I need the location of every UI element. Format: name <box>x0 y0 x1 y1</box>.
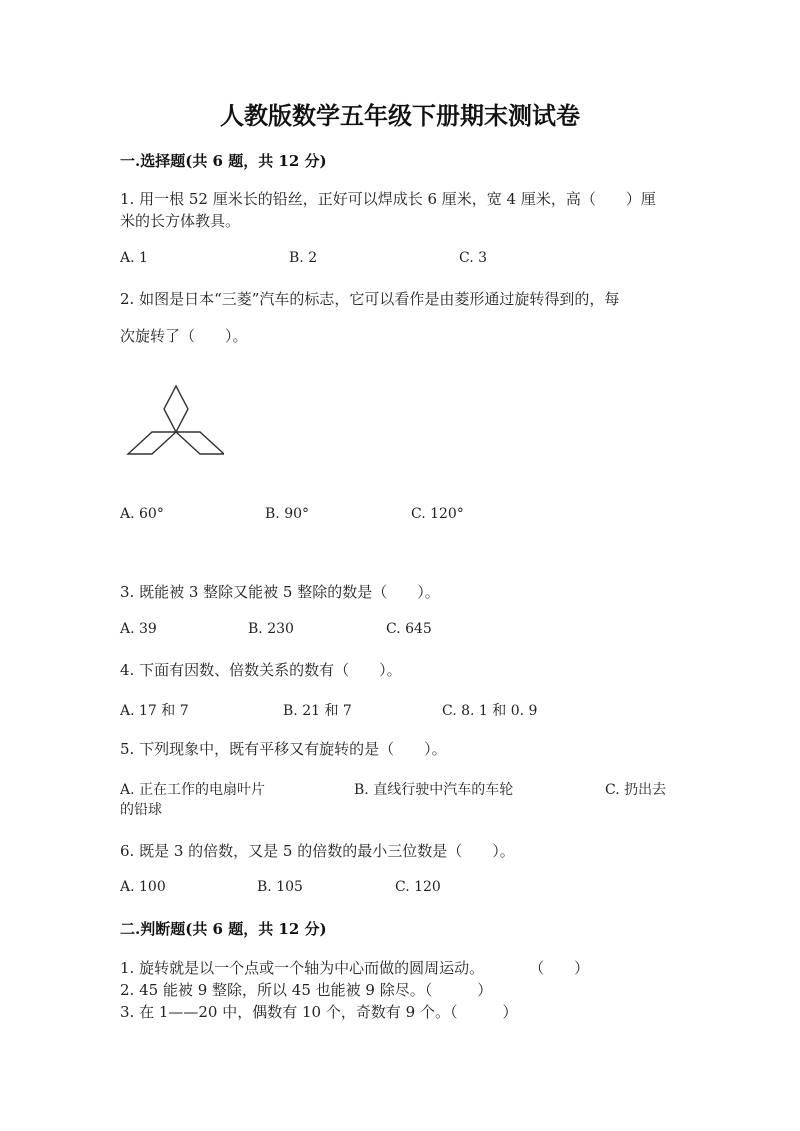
top-rhombus-shape <box>164 386 188 432</box>
right-rhombus-shape <box>176 432 224 454</box>
question-3-line-1: 3. 既能被 3 整除又能被 5 整除的数是（ ）。 <box>120 583 440 601</box>
question-3-option-c: C. 645 <box>386 621 432 637</box>
question-2-line-2: 次旋转了（ ）。 <box>120 327 248 345</box>
judgement-item-1: 1. 旋转就是以一个点或一个轴为中心而做的圆周运动。 （ ） <box>120 959 590 977</box>
question-2-line-1: 2. 如图是日本“三菱”汽车的标志，它可以看作是由菱形通过旋转得到的，每 <box>120 290 620 308</box>
question-3-option-a: A. 39 <box>120 621 157 637</box>
question-2-option-b: B. 90° <box>265 506 310 522</box>
question-6-option-a: A. 100 <box>120 879 166 895</box>
question-2-option-a: A. 60° <box>120 506 164 522</box>
left-rhombus-shape <box>128 432 176 454</box>
question-6-option-b: B. 105 <box>257 879 303 895</box>
question-3-option-b: B. 230 <box>248 621 294 637</box>
question-4-option-c: C. 8. 1 和 0. 9 <box>442 703 538 719</box>
section-heading-choice: 一.选择题(共 6 题，共 12 分) <box>120 152 327 170</box>
question-5-option-c-continued: 的铅球 <box>120 802 162 818</box>
section-heading-judgement: 二.判断题(共 6 题，共 12 分) <box>120 920 327 938</box>
question-5-option-a: A. 正在工作的电扇叶片 <box>120 782 266 798</box>
question-6-line-1: 6. 既是 3 的倍数，又是 5 的倍数的最小三位数是（ ）。 <box>120 842 515 860</box>
question-4-option-b: B. 21 和 7 <box>283 703 352 719</box>
question-5-option-c: C. 扔出去 <box>605 782 667 798</box>
question-1-line-1: 1. 用一根 52 厘米长的铅丝，正好可以焊成长 6 厘米，宽 4 厘米，高（ ）厘 <box>120 190 656 208</box>
question-5-option-b: B. 直线行驶中汽车的车轮 <box>354 782 514 798</box>
question-6-option-c: C. 120 <box>395 879 441 895</box>
question-1-option-a: A. 1 <box>120 250 148 266</box>
page-title: 人教版数学五年级下册期末测试卷 <box>220 101 580 130</box>
question-1-option-c: C. 3 <box>459 250 488 266</box>
question-1-option-b: B. 2 <box>289 250 318 266</box>
question-4-line-1: 4. 下面有因数、倍数关系的数有（ ）。 <box>120 661 402 679</box>
question-4-option-a: A. 17 和 7 <box>120 703 189 719</box>
mitsubishi-logo-icon <box>124 384 224 460</box>
judgement-item-2: 2. 45 能被 9 整除，所以 45 也能被 9 除尽。（ ） <box>120 981 493 999</box>
judgement-item-3: 3. 在 1——20 中，偶数有 10 个，奇数有 9 个。（ ） <box>120 1003 518 1021</box>
question-2-option-c: C. 120° <box>411 506 464 522</box>
question-1-line-2: 米的长方体教具。 <box>120 212 241 230</box>
question-5-line-1: 5. 下列现象中，既有平移又有旋转的是（ ）。 <box>120 740 447 758</box>
